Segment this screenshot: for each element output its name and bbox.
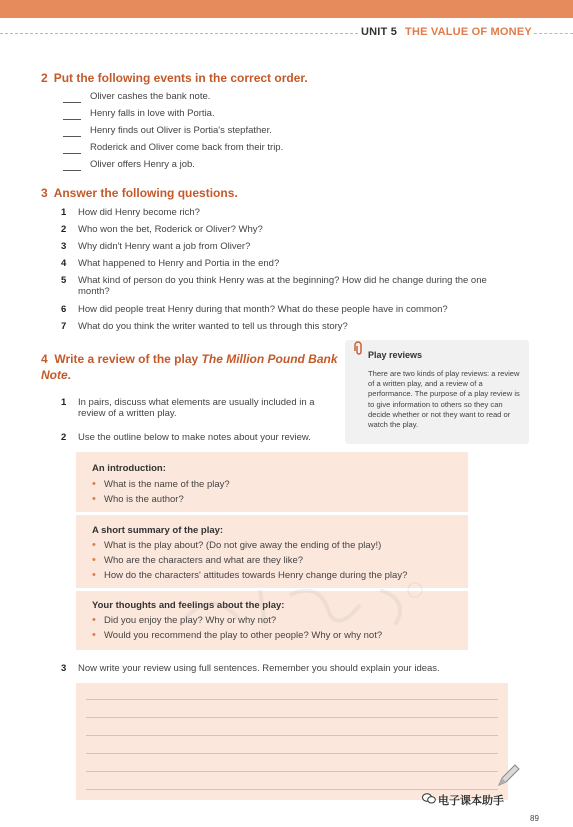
outline-summary-item-3: • How do the characters' attitudes towards Henry change during the play? <box>104 570 407 581</box>
question-2-number: 2 <box>61 224 67 235</box>
question-4-text: What happened to Henry and Portia in the end? <box>78 258 280 269</box>
page-number: 89 <box>530 814 539 823</box>
writing-line <box>86 717 498 718</box>
section-4-heading-start: Write a review of the play <box>54 352 202 366</box>
section-4-title <box>41 351 341 383</box>
writing-line <box>86 699 498 700</box>
top-color-bar <box>0 0 573 18</box>
question-5-number: 5 <box>61 275 67 286</box>
order-blank-3[interactable] <box>63 126 81 137</box>
question-1-text: How did Henry become rich? <box>78 207 200 218</box>
writing-line <box>86 789 498 790</box>
outline-introduction <box>76 452 468 512</box>
order-item-2: Henry falls in love with Portia. <box>90 108 215 119</box>
order-item-1: Oliver cashes the bank note. <box>90 91 211 102</box>
step-3-number: 3 <box>61 663 67 674</box>
paperclip-icon <box>351 341 365 357</box>
review-writing-area[interactable] <box>76 683 508 800</box>
section-3-number: 3 <box>41 186 48 200</box>
order-item-5: Oliver offers Henry a job. <box>90 159 195 170</box>
question-6-text: How did people treat Henry during that month? What do these people have in common? <box>78 304 448 315</box>
section-2-heading: Put the following events in the correct order. <box>53 71 308 85</box>
question-7-number: 7 <box>61 321 67 332</box>
step-2-text: Use the outline below to make notes about your review. <box>78 432 311 443</box>
unit-label: UNIT 5 <box>361 26 398 38</box>
tip-body: There are two kinds of play reviews: a review of a written play, and a review of a performance. The purpose of a play review is to give information to others so they can decide whether or not they want to read or watch the play. <box>368 369 520 430</box>
outline-introduction-item-2: • Who is the author? <box>104 494 184 505</box>
writing-line <box>86 735 498 736</box>
unit-header <box>361 26 532 38</box>
play-reviews-tip <box>345 340 529 444</box>
question-1-number: 1 <box>61 207 67 218</box>
watermark-text: 电子课本助手 <box>438 795 504 807</box>
section-3-heading: Answer the following questions. <box>53 186 238 200</box>
question-6-number: 6 <box>61 304 67 315</box>
question-3-text: Why didn't Henry want a job from Oliver? <box>78 241 251 252</box>
outline-summary-heading: A short summary of the play: <box>92 525 224 536</box>
order-blank-2[interactable] <box>63 109 81 120</box>
order-blank-5[interactable] <box>63 160 81 171</box>
order-blank-4[interactable] <box>63 143 81 154</box>
outline-thoughts-item-2: • Would you recommend the play to other people? Why or why not? <box>104 630 382 641</box>
step-1-number: 1 <box>61 397 67 408</box>
step-1-text: In pairs, discuss what elements are usually included in a review of a written play. <box>78 397 315 419</box>
section-4-heading-end: . <box>67 368 72 382</box>
question-5-text: What kind of person do you think Henry was at the beginning? How did he change during the one month? <box>78 275 487 297</box>
writing-line <box>86 753 498 754</box>
question-7-text: What do you think the writer wanted to tell us through this story? <box>78 321 348 332</box>
tip-title: Play reviews <box>368 350 423 360</box>
step-3-text: Now write your review using full sentences. Remember you should explain your ideas. <box>78 663 440 674</box>
unit-title: THE VALUE OF MONEY <box>405 26 532 38</box>
outline-introduction-item-1: • What is the name of the play? <box>104 479 230 490</box>
header-rule-right <box>534 33 573 34</box>
outline-introduction-heading: An introduction: <box>92 463 166 474</box>
outline-summary-item-1: • What is the play about? (Do not give away the ending of the play!) <box>104 540 381 551</box>
section-2-number: 2 <box>41 71 48 85</box>
outline-thoughts-heading: Your thoughts and feelings about the play: <box>92 600 285 611</box>
order-item-4: Roderick and Oliver come back from their trip. <box>90 142 284 153</box>
question-4-number: 4 <box>61 258 67 269</box>
outline-thoughts-item-1: • Did you enjoy the play? Why or why not? <box>104 615 276 626</box>
question-3-number: 3 <box>61 241 67 252</box>
section-4-play-name: The Million Pound Bank Note <box>41 352 338 382</box>
outline-summary-item-2: • Who are the characters and what are they like? <box>104 555 303 566</box>
watermark-logo <box>170 575 430 635</box>
order-item-3: Henry finds out Oliver is Portia's stepfather. <box>90 125 272 136</box>
order-blank-1[interactable] <box>63 92 81 103</box>
section-2-title <box>41 71 308 85</box>
step-2-number: 2 <box>61 432 67 443</box>
section-3-title <box>41 186 238 200</box>
section-4-number: 4 <box>41 352 48 366</box>
wechat-icon <box>422 793 436 804</box>
question-2-text: Who won the bet, Roderick or Oliver? Why? <box>78 224 263 235</box>
header-rule-left <box>0 33 358 34</box>
pencil-icon <box>494 762 522 790</box>
writing-line <box>86 771 498 772</box>
